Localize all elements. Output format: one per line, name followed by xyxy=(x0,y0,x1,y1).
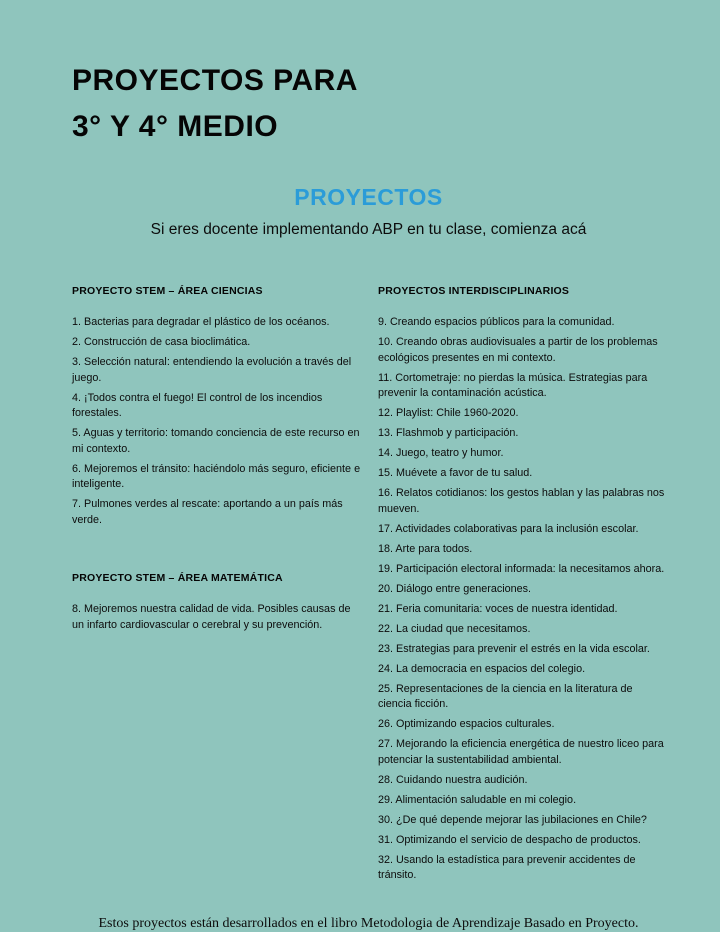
list-item: 15. Muévete a favor de tu salud. xyxy=(378,467,533,479)
list-item: 4. ¡Todos contra el fuego! El control de los incendios forestales. xyxy=(72,391,323,419)
list-item: 29. Alimentación saludable en mi colegio. xyxy=(378,793,577,806)
list-item: 24. La democracia en espacios del colegio. xyxy=(378,662,586,675)
list-item: 1. Bacterias para degradar el plástico de los océanos. xyxy=(72,316,330,328)
list-item: 5. Aguas y territorio: tomando conciencia de este recurso en mi contexto. xyxy=(72,427,360,455)
section-header: PROYECTOS INTERDISCIPLINARIOS xyxy=(378,285,570,297)
list-item: 31. Optimizando el servicio de despacho de productos. xyxy=(378,833,641,846)
list-item: 6. Mejoremos el tránsito: haciéndolo más seguro, eficiente e inteligente. xyxy=(72,462,361,490)
section-header: PROYECTO STEM – ÁREA CIENCIAS xyxy=(72,285,263,297)
section-header: PROYECTO STEM – ÁREA MATEMÁTICA xyxy=(72,572,283,584)
footer-note: Estos proyectos están desarrollados en el libro Metodologia de Aprendizaje Basado en Proyecto. xyxy=(98,916,639,931)
list-item: 28. Cuidando nuestra audición. xyxy=(378,773,528,786)
list-item: 7. Pulmones verdes al rescate: aportando a un país más verde. xyxy=(72,498,343,526)
list-item: 27. Mejorando la eficiencia energética de nuestro liceo para potenciar la sustentabilidad ambiental. xyxy=(378,738,664,766)
list-item: 18. Arte para todos. xyxy=(378,542,473,555)
list-item: 19. Participación electoral informada: la necesitamos ahora. xyxy=(378,562,665,575)
list-item: 8. Mejoremos nuestra calidad de vida. Posibles causas de un infarto cardiovascular o cerebral y su prevención. xyxy=(72,603,351,631)
section-heading-proyectos: PROYECTOS xyxy=(294,184,443,210)
list-item: 14. Juego, teatro y humor. xyxy=(378,447,504,459)
list-item: 3. Selección natural: entendiendo la evolución a través del juego. xyxy=(72,356,352,384)
list-item: 21. Feria comunitaria: voces de nuestra identidad. xyxy=(378,602,618,615)
list-item: 11. Cortometraje: no pierdas la música. Estrategias para prevenir la contaminación acústica. xyxy=(378,371,648,399)
list-item: 23. Estrategias para prevenir el estrés en la vida escolar. xyxy=(378,642,650,655)
list-item: 30. ¿De qué depende mejorar las jubilaciones en Chile? xyxy=(378,813,647,826)
list-item: 25. Representaciones de la ciencia en la literatura de ciencia ficción. xyxy=(378,682,633,710)
list-item: 26. Optimizando espacios culturales. xyxy=(378,718,555,730)
list-item: 9. Creando espacios públicos para la comunidad. xyxy=(378,316,615,328)
list-item: 22. La ciudad que necesitamos. xyxy=(378,622,531,635)
page-title-line1: PROYECTOS PARA xyxy=(72,64,358,97)
page-title xyxy=(72,58,665,150)
page-title-line2: 3° Y 4° MEDIO xyxy=(72,110,279,143)
left-column xyxy=(72,285,364,638)
list-item: 20. Diálogo entre generaciones. xyxy=(378,582,532,595)
list-item: 16. Relatos cotidianos: los gestos hablan y las palabras nos mueven. xyxy=(378,487,665,515)
intro-text: Si eres docente implementando ABP en tu clase, comienza acá xyxy=(150,221,587,238)
list-item: 32. Usando la estadística para prevenir accidentes de tránsito. xyxy=(378,853,636,881)
list-item: 17. Actividades colaborativas para la inclusión escolar. xyxy=(378,522,639,535)
list-item: 2. Construcción de casa bioclimática. xyxy=(72,336,251,348)
list-item: 12. Playlist: Chile 1960-2020. xyxy=(378,407,519,419)
list-item: 13. Flashmob y participación. xyxy=(378,427,519,439)
right-column xyxy=(378,285,665,888)
list-item: 10. Creando obras audiovisuales a partir de los problemas ecológicos presentes en mi contexto. xyxy=(378,336,658,364)
project-columns xyxy=(72,285,665,888)
